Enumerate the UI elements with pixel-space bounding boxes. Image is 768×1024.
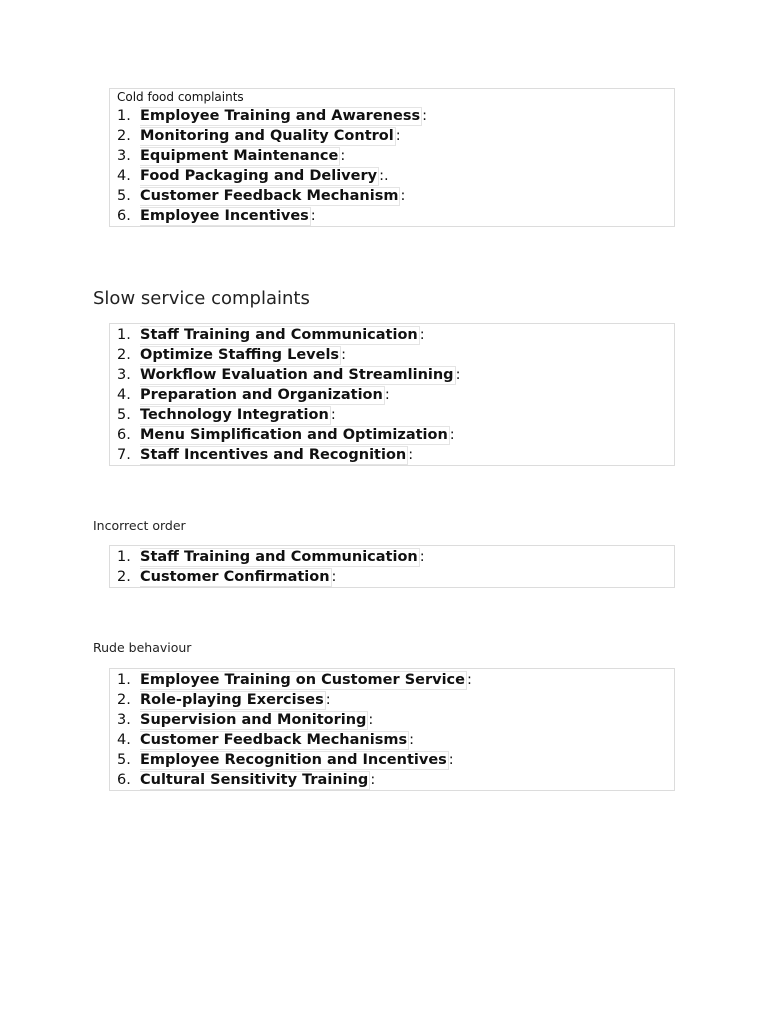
slow-service-heading: Slow service complaints: [93, 288, 310, 309]
incorrect-order-list: [110, 547, 674, 587]
list-item: 1. Employee Training and Awareness :: [117, 107, 427, 124]
list-item: 4. Food Packaging and Delivery :.: [117, 167, 389, 184]
list-item: 6. Employee Incentives :: [117, 207, 316, 224]
list-item: 6. Menu Simplification and Optimization :: [117, 426, 455, 443]
list-item: 4. Customer Feedback Mechanisms :: [117, 731, 414, 748]
cold-food-list: [110, 106, 674, 226]
cold-food-heading: Cold food complaints: [117, 90, 244, 104]
rude-behaviour-list: [110, 670, 674, 790]
slow-service-list: [110, 325, 674, 465]
list-item: 1. Staff Training and Communication :: [117, 326, 425, 343]
list-item: 5. Employee Recognition and Incentives :: [117, 751, 454, 768]
rude-behaviour-heading: Rude behaviour: [93, 640, 192, 655]
list-item: 4. Preparation and Organization :: [117, 386, 390, 403]
list-item: 2. Role-playing Exercises :: [117, 691, 331, 708]
slow-service-section: [109, 323, 675, 466]
rude-behaviour-section: [109, 668, 675, 791]
list-item: 3. Equipment Maintenance :: [117, 147, 346, 164]
list-item: 5. Technology Integration :: [117, 406, 336, 423]
list-item: 1. Employee Training on Customer Service :: [117, 671, 472, 688]
incorrect-order-heading: Incorrect order: [93, 518, 186, 533]
list-item: 2. Customer Confirmation :: [117, 568, 337, 585]
list-item: 6. Cultural Sensitivity Training :: [117, 771, 376, 788]
list-item: 7. Staff Incentives and Recognition :: [117, 446, 414, 463]
list-item: 2. Optimize Staffing Levels :: [117, 346, 346, 363]
cold-food-section: [109, 88, 675, 227]
incorrect-order-section: [109, 545, 675, 588]
list-item: 3. Workflow Evaluation and Streamlining :: [117, 366, 461, 383]
list-item: 5. Customer Feedback Mechanism :: [117, 187, 406, 204]
list-item: 2. Monitoring and Quality Control :: [117, 127, 401, 144]
list-item: 1. Staff Training and Communication :: [117, 548, 425, 565]
list-item: 3. Supervision and Monitoring :: [117, 711, 374, 728]
